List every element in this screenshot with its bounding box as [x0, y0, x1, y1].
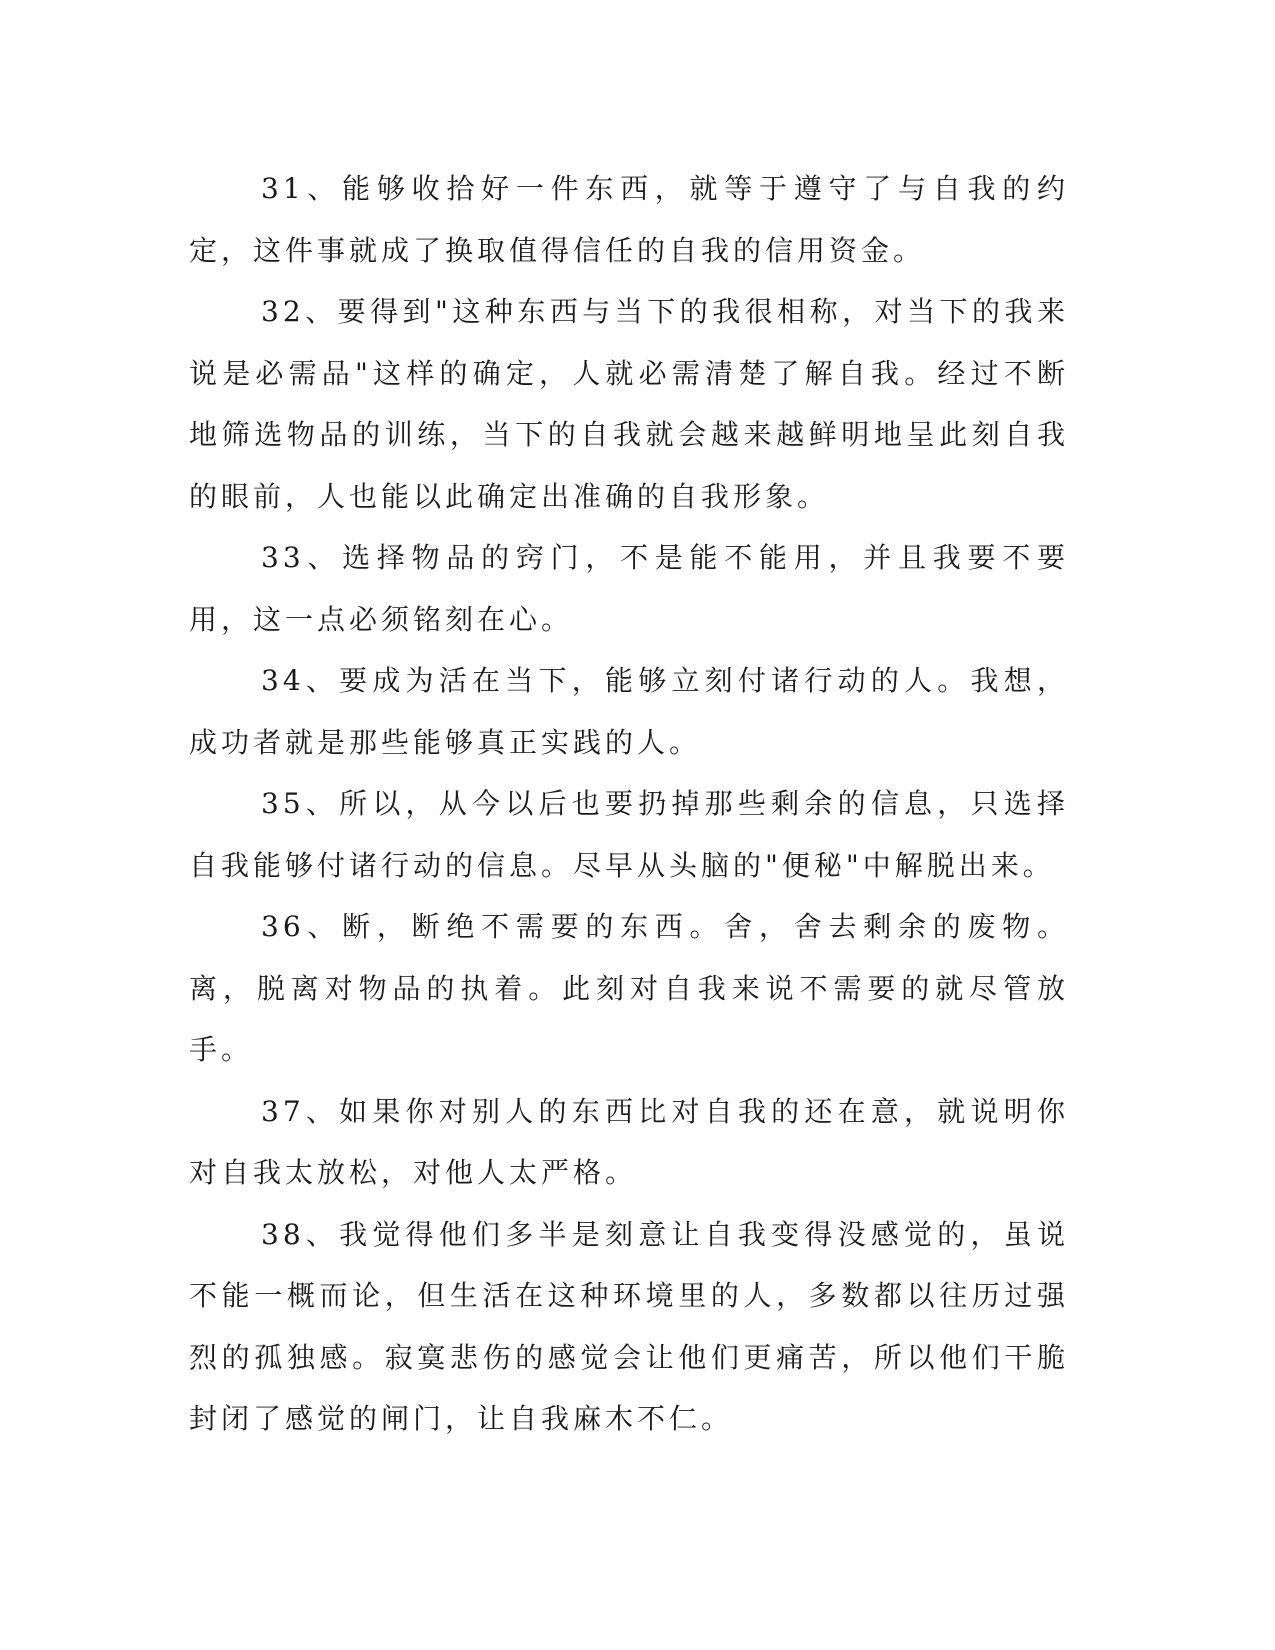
paragraph-33: 33、选择物品的窍门，不是能不能用，并且我要不要用，这一点必须铭刻在心。 [189, 541, 1069, 636]
paragraph-37: 37、如果你对别人的东西比对自我的还在意，就说明你对自我太放松，对他人太严格。 [189, 1094, 1069, 1189]
paragraph-35: 35、所以，从今以后也要扔掉那些剩余的信息，只选择自我能够付诸行动的信息。尽早从头脑的"便秘"中解脱出来。 [189, 787, 1069, 882]
document-body [189, 158, 1069, 1450]
paragraph-34: 34、要成为活在当下，能够立刻付诸行动的人。我想，成功者就是那些能够真正实践的人。 [189, 664, 1069, 759]
paragraph-32: 32、要得到"这种东西与当下的我很相称，对当下的我来说是必需品"这样的确定，人就必需清楚了解自我。经过不断地筛选物品的训练，当下的自我就会越来越鲜明地呈此刻自我的眼前，人也能以此确定出准确的自我形象。 [189, 295, 1069, 513]
paragraph-31: 31、能够收拾好一件东西，就等于遵守了与自我的约定，这件事就成了换取值得信任的自我的信用资金。 [189, 172, 1069, 267]
paragraph-36: 36、断，断绝不需要的东西。舍，舍去剩余的废物。离，脱离对物品的执着。此刻对自我来说不需要的就尽管放手。 [189, 910, 1069, 1066]
paragraph-38: 38、我觉得他们多半是刻意让自我变得没感觉的，虽说不能一概而论，但生活在这种环境里的人，多数都以往历过强烈的孤独感。寂寞悲伤的感觉会让他们更痛苦，所以他们干脆封闭了感觉的闸门，让自我麻木不仁。 [189, 1217, 1069, 1435]
